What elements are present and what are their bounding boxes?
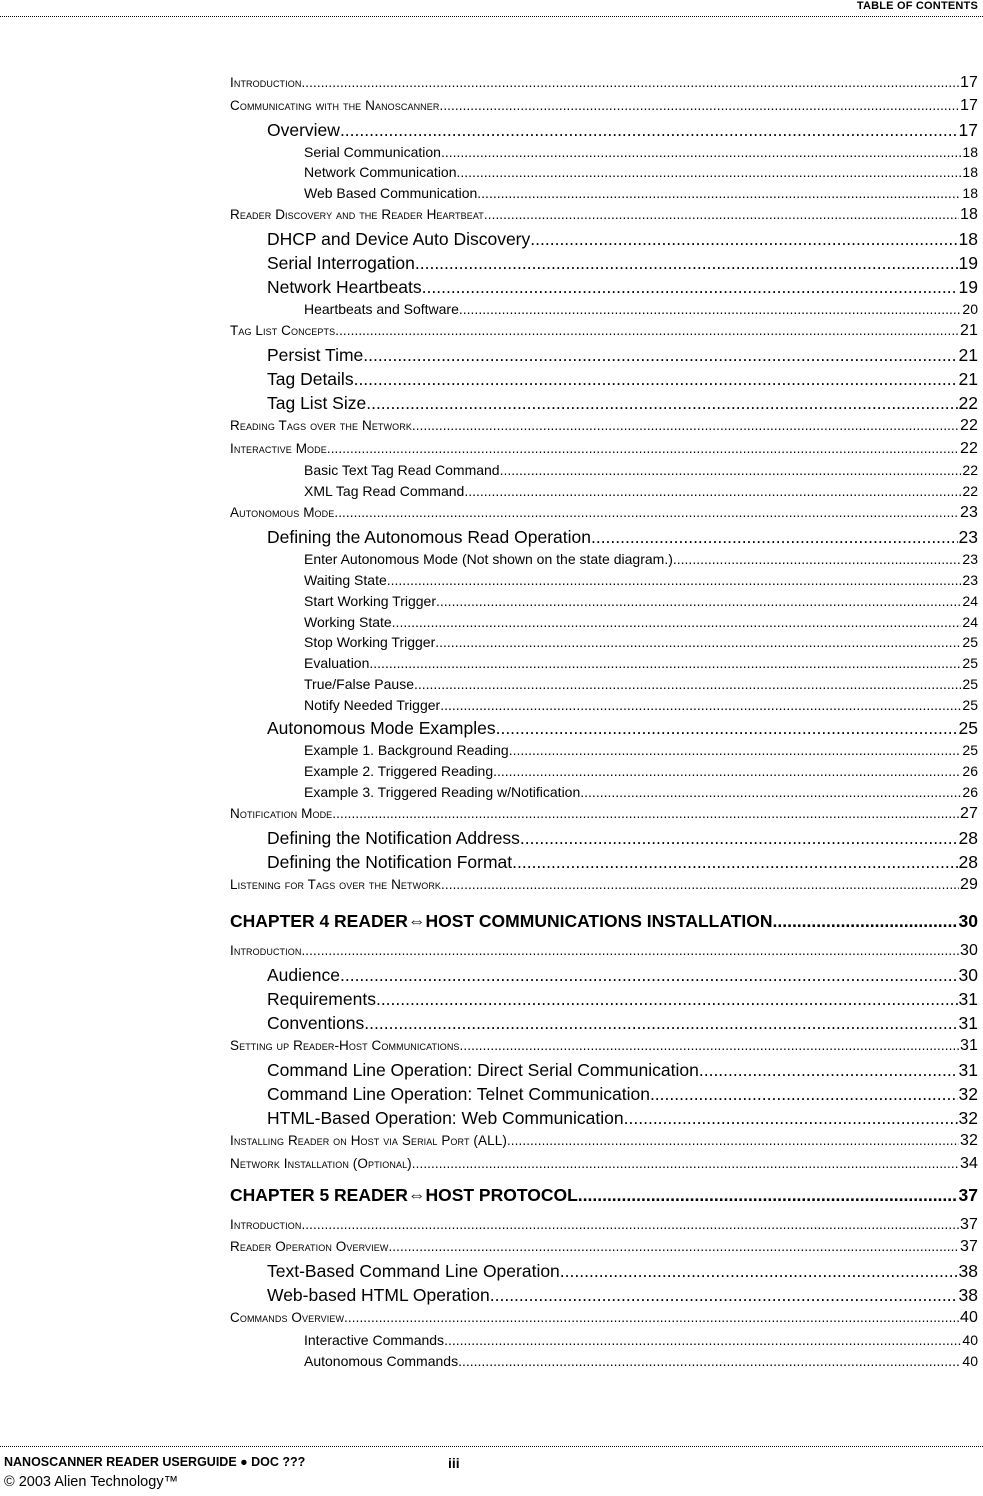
toc-entry-page: 34 — [960, 1154, 978, 1172]
toc-entry-title: Serial Interrogation — [267, 253, 415, 274]
toc-entry-page: 31 — [958, 989, 978, 1010]
toc-leader-dots — [388, 1236, 959, 1259]
toc-entry-title: Communicating with the Nanoscanner — [230, 97, 440, 113]
toc-entry-page: 31 — [960, 1037, 978, 1055]
toc-leader-dots — [412, 1153, 959, 1176]
toc-entry[interactable] — [230, 782, 978, 803]
toc-leader-dots — [441, 142, 961, 163]
toc-leader-dots — [458, 1351, 961, 1372]
toc-entry[interactable] — [230, 1176, 978, 1214]
toc-leader-dots — [376, 987, 958, 1011]
toc-entry-title: Text-Based Command Line Operation — [267, 1261, 560, 1282]
toc-leader-dots — [459, 299, 962, 320]
toc-leader-dots — [444, 1330, 961, 1351]
toc-entry[interactable] — [230, 612, 978, 633]
toc-entry-title: Defining the Notification Address — [267, 827, 520, 848]
toc-entry-page: 23 — [962, 571, 978, 588]
toc-entry-page: 18 — [962, 185, 978, 202]
toc-entry-title: Introduction — [230, 943, 302, 959]
toc-entry-title: Requirements — [267, 989, 376, 1010]
toc-leader-dots — [507, 1130, 959, 1153]
toc-entry-page: 27 — [960, 804, 978, 822]
toc-entry-title: Reader Discovery and the Reader Heartbeat — [230, 207, 484, 223]
toc-entry-title: Listening for Tags over the Network — [230, 876, 442, 892]
toc-entry-page: 21 — [960, 321, 978, 339]
toc-entry[interactable] — [230, 142, 978, 163]
toc-leader-dots — [392, 612, 962, 633]
toc-entry-title: Interactive Mode — [230, 440, 327, 456]
toc-entry[interactable] — [230, 367, 978, 391]
toc-entry-title: Serial Communication — [304, 143, 441, 160]
toc-leader-dots — [484, 204, 959, 227]
toc-leader-dots — [344, 1307, 959, 1330]
toc-leader-dots — [493, 761, 961, 782]
toc-entry-page: 30 — [958, 965, 978, 986]
toc-entry-title: Audience — [267, 965, 340, 986]
toc-entry-title: True/False Pause — [304, 676, 414, 693]
toc-entry-page: 20 — [962, 301, 978, 318]
toc-entry-title: Autonomous Commands — [304, 1352, 459, 1369]
toc-entry[interactable] — [230, 1283, 978, 1307]
toc-leader-dots — [363, 343, 957, 367]
toc-entry-page: 24 — [962, 592, 978, 609]
footer-copyright: © 2003 Alien Technology™ — [4, 1474, 179, 1490]
toc-leader-dots — [340, 963, 958, 987]
toc-entry[interactable] — [230, 940, 978, 963]
header-title: TABLE OF CONTENTS — [856, 0, 978, 12]
toc-entry-title: Setting up Reader-Host Communications — [230, 1038, 460, 1054]
toc-entry[interactable] — [230, 826, 978, 850]
toc-entry-title: Autonomous Mode Examples — [267, 718, 496, 739]
toc-entry-page: 32 — [958, 1083, 978, 1104]
toc-leader-dots — [436, 591, 961, 612]
toc-entry-page: 30 — [958, 911, 978, 932]
toc-entry[interactable] — [230, 72, 978, 95]
toc-entry-page: 31 — [958, 1059, 978, 1080]
toc-entry-title: Notify Needed Trigger — [304, 697, 441, 714]
toc-leader-dots — [490, 1283, 958, 1307]
toc-entry-title: Installing Reader on Host via Serial Port (ALL) — [230, 1132, 507, 1148]
toc-entry-title: HTML-Based Operation: Web Communication — [267, 1107, 624, 1128]
toc-entry[interactable] — [230, 1082, 978, 1106]
toc-entry-title: DHCP and Device Auto Discovery — [267, 229, 531, 250]
toc-entry[interactable] — [230, 162, 978, 183]
toc-leader-dots — [334, 502, 959, 525]
toc-entry[interactable] — [230, 761, 978, 782]
toc-entry-title: XML Tag Read Command — [304, 483, 465, 500]
toc-entry-page: 18 — [962, 164, 978, 181]
toc-entry-page: 32 — [958, 1107, 978, 1128]
footer-page-number: iii — [448, 1455, 460, 1471]
toc-leader-dots — [327, 438, 959, 461]
toc-entry-page: 32 — [960, 1131, 978, 1149]
toc-entry-title: Example 2. Triggered Reading — [304, 762, 494, 779]
toc-entry-title: Overview — [267, 119, 340, 140]
toc-entry-title: Introduction — [230, 75, 302, 90]
page-header — [0, 0, 983, 17]
toc-leader-dots — [414, 674, 961, 695]
toc-leader-dots — [441, 874, 959, 897]
toc-entry[interactable] — [230, 850, 978, 874]
toc-entry-title: CHAPTER 4 READER⇔HOST COMMUNICATIONS INSTALLATION — [230, 911, 773, 932]
toc-entry-page: 21 — [958, 368, 978, 389]
toc-entry-title: Example 3. Triggered Reading w/Notification — [304, 783, 581, 800]
toc-entry[interactable] — [230, 299, 978, 320]
toc-entry-page: 22 — [958, 392, 978, 413]
toc-entry-page: 22 — [960, 416, 978, 434]
toc-entry-page: 18 — [962, 143, 978, 160]
toc-entry-title: Commands Overview — [230, 1310, 345, 1326]
toc-entry-title: Heartbeats and Software — [304, 301, 459, 318]
toc-entry[interactable] — [230, 204, 978, 227]
toc-entry-title: Defining the Notification Format — [267, 851, 513, 872]
toc-entry-title: Stop Working Trigger — [304, 634, 436, 651]
toc-entry-page: 26 — [962, 762, 978, 779]
toc-entry[interactable] — [230, 438, 978, 461]
toc-leader-dots — [580, 782, 961, 803]
toc-entry[interactable] — [230, 963, 978, 987]
toc-entry[interactable] — [230, 1130, 978, 1153]
toc-entry-title: Persist Time — [267, 344, 364, 365]
toc-entry-title: Reader Operation Overview — [230, 1239, 389, 1255]
toc-leader-dots — [773, 902, 958, 940]
toc-leader-dots — [369, 653, 961, 674]
toc-entry-page: 30 — [960, 942, 978, 960]
toc-leader-dots — [435, 632, 961, 653]
toc-entry-title: Web-based HTML Operation — [267, 1285, 490, 1306]
toc-entry-page: 25 — [962, 697, 978, 714]
toc-leader-dots — [301, 940, 959, 963]
toc-leader-dots — [301, 1214, 959, 1237]
toc-entry[interactable] — [230, 1307, 978, 1330]
toc-leader-dots — [509, 740, 962, 761]
toc-entry-page: 23 — [962, 550, 978, 567]
toc-entry-page: 23 — [960, 504, 978, 522]
toc-entry-page: 25 — [958, 718, 978, 739]
toc-entry-title: Network Communication — [304, 164, 457, 181]
toc-leader-dots — [578, 1176, 958, 1214]
toc-entry[interactable] — [230, 1236, 978, 1259]
toc-entry-page: 28 — [958, 827, 978, 848]
table-of-contents — [230, 72, 978, 1372]
toc-leader-dots — [366, 391, 957, 415]
toc-leader-dots — [412, 415, 959, 438]
toc-entry-title: Evaluation — [304, 655, 370, 672]
footer-divider — [0, 1446, 983, 1447]
toc-entry[interactable] — [230, 803, 978, 826]
toc-leader-dots — [364, 1011, 957, 1035]
toc-entry-page: 38 — [958, 1261, 978, 1282]
toc-leader-dots — [496, 716, 958, 740]
toc-entry-page: 18 — [958, 229, 978, 250]
toc-entry-title: Tag List Concepts — [230, 322, 336, 338]
toc-entry[interactable] — [230, 1259, 978, 1283]
toc-entry[interactable] — [230, 183, 978, 204]
footer-guide-line — [4, 1455, 460, 1471]
toc-leader-dots — [332, 803, 959, 826]
toc-leader-dots — [520, 826, 958, 850]
toc-leader-dots — [340, 118, 958, 142]
toc-entry[interactable] — [230, 716, 978, 740]
toc-entry-page: 25 — [962, 655, 978, 672]
toc-leader-dots — [464, 481, 961, 502]
toc-entry-page: 40 — [962, 1331, 978, 1348]
toc-leader-dots — [387, 570, 962, 591]
toc-leader-dots — [457, 162, 962, 183]
toc-leader-dots — [650, 1082, 958, 1106]
toc-entry-page: 28 — [958, 851, 978, 872]
toc-entry-title: Introduction — [230, 1216, 302, 1232]
toc-entry-page: 23 — [958, 526, 978, 547]
toc-leader-dots — [624, 1106, 958, 1130]
toc-entry-page: 21 — [958, 344, 978, 365]
toc-entry-title: Reading Tags over the Network — [230, 417, 412, 433]
toc-entry[interactable] — [230, 320, 978, 343]
toc-entry-page: 25 — [962, 634, 978, 651]
toc-entry[interactable] — [230, 591, 978, 612]
toc-leader-dots — [591, 525, 958, 549]
toc-entry-title: Defining the Autonomous Read Operation — [267, 526, 591, 547]
toc-entry-page: 38 — [958, 1285, 978, 1306]
toc-entry-title: Waiting State — [304, 571, 387, 588]
toc-entry-page: 25 — [962, 676, 978, 693]
toc-leader-dots — [673, 549, 962, 570]
toc-entry-page: 25 — [962, 742, 978, 759]
toc-entry-page: 29 — [960, 875, 978, 893]
toc-entry[interactable] — [230, 674, 978, 695]
toc-entry[interactable] — [230, 275, 978, 299]
toc-entry[interactable] — [230, 415, 978, 438]
toc-entry-title: Web Based Communication — [304, 185, 478, 202]
toc-entry[interactable] — [230, 525, 978, 549]
toc-leader-dots — [354, 367, 958, 391]
toc-entry[interactable] — [230, 251, 978, 275]
toc-entry[interactable] — [230, 987, 978, 1011]
toc-entry-title: Basic Text Tag Read Command — [304, 462, 500, 479]
toc-entry[interactable] — [230, 118, 978, 142]
toc-entry-page: 37 — [960, 1238, 978, 1256]
toc-entry-title: Command Line Operation: Direct Serial Communication — [267, 1059, 699, 1080]
toc-entry-page: 17 — [958, 119, 978, 140]
toc-leader-dots — [560, 1259, 958, 1283]
toc-entry-page: 19 — [958, 277, 978, 298]
toc-entry-title: Autonomous Mode — [230, 505, 335, 521]
toc-entry-title: Conventions — [267, 1013, 365, 1034]
toc-entry-title: Notification Mode — [230, 805, 333, 821]
toc-entry-title: Tag Details — [267, 368, 354, 389]
toc-entry-page: 37 — [958, 1184, 978, 1205]
toc-entry[interactable] — [230, 902, 978, 940]
toc-entry[interactable] — [230, 1330, 978, 1351]
toc-entry[interactable] — [230, 549, 978, 570]
toc-leader-dots — [439, 95, 959, 118]
toc-entry-page: 22 — [962, 462, 978, 479]
toc-leader-dots — [460, 1035, 959, 1058]
toc-entry-title: CHAPTER 5 READER⇔HOST PROTOCOL — [230, 1184, 578, 1205]
toc-entry[interactable] — [230, 343, 978, 367]
toc-entry[interactable] — [230, 460, 978, 481]
toc-entry-page: 37 — [960, 1215, 978, 1233]
toc-entry-title: Network Installation (Optional) — [230, 1155, 412, 1171]
toc-entry-page: 26 — [962, 783, 978, 800]
toc-entry[interactable] — [230, 1214, 978, 1237]
toc-entry-page: 40 — [962, 1352, 978, 1369]
toc-leader-dots — [422, 275, 958, 299]
toc-entry-title: Start Working Trigger — [304, 592, 437, 609]
toc-leader-dots — [530, 227, 957, 251]
toc-entry-page: 17 — [960, 96, 978, 114]
toc-entry[interactable] — [230, 632, 978, 653]
toc-entry[interactable] — [230, 570, 978, 591]
toc-entry-page: 22 — [960, 439, 978, 457]
toc-entry[interactable] — [230, 1011, 978, 1035]
toc-leader-dots — [335, 320, 959, 343]
toc-entry-title: Tag List Size — [267, 392, 367, 413]
toc-leader-dots — [440, 695, 961, 716]
toc-entry-page: 17 — [960, 74, 978, 91]
toc-entry[interactable] — [230, 227, 978, 251]
toc-entry[interactable] — [230, 653, 978, 674]
toc-entry-page: 31 — [958, 1013, 978, 1034]
toc-entry[interactable] — [230, 1106, 978, 1130]
toc-entry[interactable] — [230, 874, 978, 897]
toc-leader-dots — [500, 460, 962, 481]
footer-guide-title: NANOSCANNER READER USERGUIDE ● DOC ??? — [4, 1455, 306, 1469]
toc-entry[interactable] — [230, 502, 978, 525]
toc-entry[interactable] — [230, 695, 978, 716]
toc-entry-title: Network Heartbeats — [267, 277, 422, 298]
toc-entry[interactable] — [230, 740, 978, 761]
toc-leader-dots — [415, 251, 958, 275]
toc-entry-title: Interactive Commands — [304, 1331, 445, 1348]
toc-entry[interactable] — [230, 481, 978, 502]
toc-entry-title: Enter Autonomous Mode (Not shown on the state diagram.) — [304, 550, 673, 567]
toc-entry-title: Example 1. Background Reading — [304, 742, 509, 759]
toc-entry[interactable] — [230, 1035, 978, 1058]
toc-entry[interactable] — [230, 391, 978, 415]
toc-entry[interactable] — [230, 1058, 978, 1082]
toc-leader-dots — [301, 72, 959, 95]
toc-leader-dots — [477, 183, 961, 204]
toc-entry-page: 22 — [962, 483, 978, 500]
toc-entry[interactable] — [230, 1351, 978, 1372]
toc-entry[interactable] — [230, 1153, 978, 1176]
toc-entry-page: 40 — [960, 1309, 978, 1327]
toc-entry[interactable] — [230, 95, 978, 118]
toc-entry-title: Working State — [304, 613, 392, 630]
toc-entry-page: 19 — [958, 253, 978, 274]
toc-entry-page: 18 — [960, 206, 978, 224]
toc-leader-dots — [512, 850, 957, 874]
toc-entry-page: 24 — [962, 613, 978, 630]
toc-entry-title: Command Line Operation: Telnet Communication — [267, 1083, 650, 1104]
toc-leader-dots — [699, 1058, 958, 1082]
